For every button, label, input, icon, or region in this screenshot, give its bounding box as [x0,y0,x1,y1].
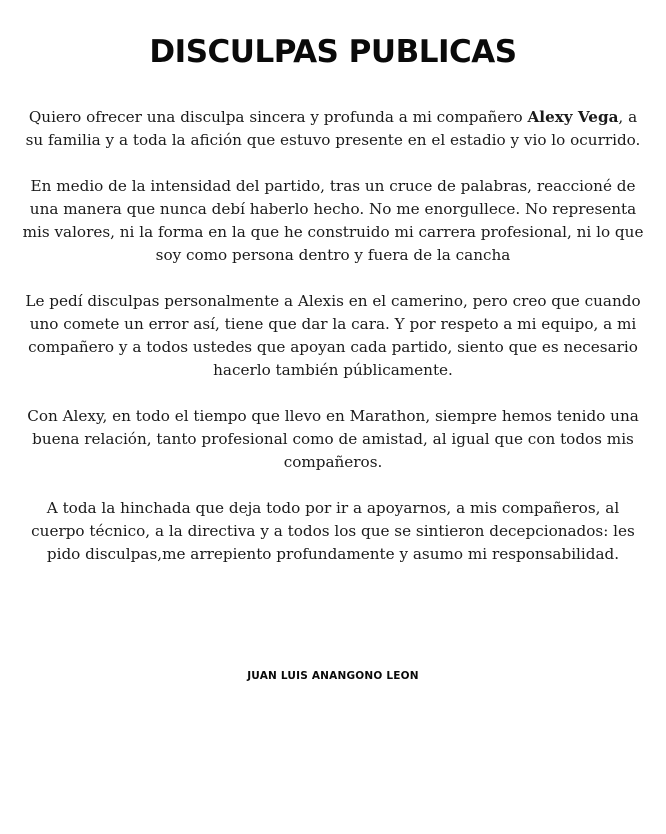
highlighted-name: Alexy Vega [527,108,619,126]
paragraph-line: uno comete un error así, tiene que dar la cara. Y por respeto a mi equipo, a mi [29,315,637,333]
paragraph-3 [12,290,654,382]
paragraph-2 [12,175,654,267]
paragraph-line: su familia y a toda la afición que estuvo presente en el estadio y vio lo ocurrido. [25,131,641,149]
paragraph-line: Le pedí disculpas personalmente a Alexis en el camerino, pero creo que cuando [25,292,641,310]
paragraph-4 [12,405,654,474]
paragraph-line: compañeros. [283,453,383,471]
paragraph-line [12,106,654,129]
paragraph-line: Con Alexy, en todo el tiempo que llevo en Marathon, siempre hemos tenido una [27,407,639,425]
paragraph-line: buena relación, tanto profesional como de amistad, al igual que con todos mis [32,430,634,448]
paragraph-line: una manera que nunca debí haberlo hecho. No me enorgullece. No representa [29,200,637,218]
paragraph-1 [12,106,654,152]
signature: JUAN LUIS ANANGONO LEON [247,670,419,682]
paragraph-line: pido disculpas,me arrepiento profundamente y asumo mi responsabilidad. [46,545,620,563]
line-text: , a [618,108,638,126]
page-title: DISCULPAS PUBLICAS [149,34,517,70]
paragraph-line: soy como persona dentro y fuera de la cancha [155,246,511,264]
paragraph-5 [12,497,654,566]
paragraph-line: cuerpo técnico, a la directiva y a todos los que se sintieron decepcionados: les [31,522,635,540]
paragraph-line: A toda la hinchada que deja todo por ir a apoyarnos, a mis compañeros, al [46,499,620,517]
paragraph-line: compañero y a todos ustedes que apoyan cada partido, siento que es necesario [28,338,638,356]
statement-body [12,106,654,589]
paragraph-line: mis valores, ni la forma en la que he construido mi carrera profesional, ni lo que [22,223,644,241]
paragraph-line: En medio de la intensidad del partido, tras un cruce de palabras, reaccioné de [30,177,636,195]
paragraph-line: hacerlo también públicamente. [213,361,453,379]
line-text: Quiero ofrecer una disculpa sincera y profunda a mi compañero [28,108,528,126]
